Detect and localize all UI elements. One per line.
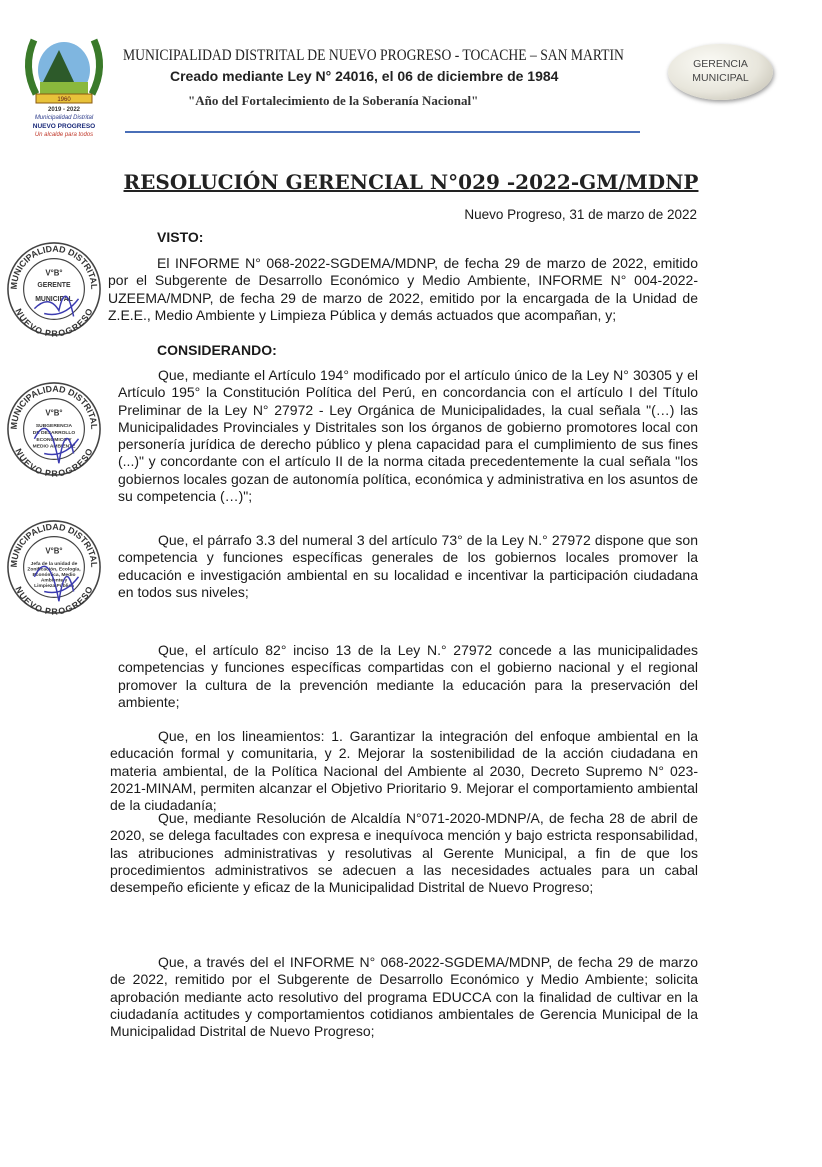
approval-stamp bbox=[5, 380, 103, 478]
header-divider bbox=[125, 131, 640, 133]
stamp-bottom-text: NUEVO PROGRESO bbox=[13, 306, 95, 338]
stamp-bottom-text: NUEVO PROGRESO bbox=[13, 446, 95, 478]
stamp-line: Ambiente y bbox=[40, 578, 68, 584]
svg-text:Un alcalde para todos: Un alcalde para todos bbox=[34, 132, 94, 138]
paragraph: Que, el artículo 82° inciso 13 de la Ley N.° 27972 concede a las municipalidades competencias y funciones específicas compartidas con el gobierno nacional y el regional promover la cultura de la prevención mediante la educación para la preservación del ambiente; bbox=[118, 642, 698, 710]
stamp-line: ECONÓMICO Y bbox=[36, 437, 72, 443]
stamp-vb: V°B° bbox=[45, 546, 63, 556]
stamp-ring-text: MUNICIPALIDAD DISTRITAL bbox=[8, 383, 100, 430]
stamp-line: MUNICIPAL bbox=[35, 295, 73, 303]
municipal-logo bbox=[14, 32, 114, 142]
svg-text:NUEVO PROGRESO: NUEVO PROGRESO bbox=[32, 123, 96, 130]
gerencia-badge bbox=[668, 44, 773, 100]
paragraph: Que, mediante el Artículo 194° modificado por el artículo único de la Ley N° 30305 y el Artículo 195° la Constitución Política del Perú, en concordancia con el artículo I del Título Preliminar de la Ley N° 27972 - Ley Orgánica de Municipalidades, la cual señala "(…) las Municipalidades Provinciales y Distritales son los órganos de gobierno promotores local con personería jurídica de derecho público y plena capacidad para el cumplimiento de sus fines (...)" y concordante con el artículo II de la norma citada precedentemente la cual señala "los gobiernos locales gozan de autonomía política, económica y administrativa en los asuntos de su competencia (…)"; bbox=[118, 367, 698, 505]
municipality-name: MUNICIPALIDAD DISTRITAL DE NUEVO PROGRESO - TOCACHE – SAN MARTIN bbox=[123, 47, 624, 64]
resolution-title: RESOLUCIÓN GERENCIAL N°029 -2022-GM/MDNP bbox=[123, 170, 699, 194]
svg-text:Municipalidad Distrital: Municipalidad Distrital bbox=[34, 115, 94, 121]
stamp-ring-text: MUNICIPALIDAD DISTRITAL bbox=[8, 521, 100, 568]
stamp-line: Jefa de la unidad de bbox=[30, 562, 78, 568]
svg-text:1960: 1960 bbox=[57, 97, 71, 103]
stamp-line: SUBGERENCIA bbox=[35, 424, 73, 430]
paragraph: Que, el párrafo 3.3 del numeral 3 del artículo 73° de la Ley N.° 27972 dispone que son competencia y funciones específicas generales de los gobiernos locales promover la educación e investigación ambiental en su localidad e incentivar la participación ciudadana en todos sus niveles; bbox=[118, 532, 698, 600]
stamp-ring-text: MUNICIPALIDAD DISTRITAL bbox=[8, 243, 100, 290]
visto-heading: VISTO: bbox=[157, 229, 204, 245]
paragraph: Que, mediante Resolución de Alcaldía N°071-2020-MDNP/A, de fecha 28 de abril de 2020, se delega facultades con expresa e inequívoca mención y bajo estricta responsabilidad, las atribuciones administrativas y resolutivas al Gerente Municipal, a fin de que los procedimientos administrativos se adecuen a las necesidades actuales para un cabal desempeño eficiente y eficaz de la Municipalidad Distrital de Nuevo Progreso; bbox=[110, 810, 698, 896]
stamp-line: Zonificación, Ecología, bbox=[27, 567, 81, 573]
visto-paragraph: El INFORME N° 068-2022-SGDEMA/MDNP, de fecha 29 de marzo de 2022, emitido por el Subgerente de Desarrollo Económico y Medio Ambiente, INFORME N° 004-2022-UZEEMA/MDNP, de fecha 29 de marzo de 2022, emitido por la encargada de la Unidad de Z.E.E., Medio Ambiente y Limpieza Pública y demás actuados que acompañan, y; bbox=[108, 255, 698, 323]
stamp-vb: V°B° bbox=[45, 408, 63, 418]
stamp-vb: V°B° bbox=[45, 268, 63, 278]
stamp-bottom-text: NUEVO PROGRESO bbox=[13, 584, 95, 616]
stamp-line: MEDIO AMBIENTE bbox=[32, 444, 76, 450]
paragraph: Que, a través del el INFORME N° 068-2022-SGDEMA/MDNP, de fecha 29 de marzo de 2022, remitido por el Subgerente de Desarrollo Económico y Medio Ambiente; solicita aprobación mediante acto resolutivo del programa EDUCCA con la finalidad de cultivar en la ciudadanía actitudes y comportamientos cotidianos ambientales de Gerencia Municipal de la Municipalidad Distrital de Nuevo Progreso; bbox=[110, 954, 698, 1040]
badge-line: GERENCIA bbox=[693, 58, 748, 70]
paragraph: Que, en los lineamientos: 1. Garantizar la integración del enfoque ambiental en la educación formal y comunitaria, y 2. Mejorar la sostenibilidad de la acción ciudadana en materia ambiental, de la Política Nacional del Ambiente al 2030, Decreto Supremo N° 023-2021-MINAM, permiten alcanzar el Objetivo Prioritario 9. Mejorar el comportamiento ambiental de la ciudadanía; bbox=[110, 728, 698, 814]
stamp-line: Económica, Medio bbox=[32, 573, 76, 579]
document-date: Nuevo Progreso, 31 de marzo de 2022 bbox=[464, 207, 697, 222]
approval-stamp bbox=[5, 518, 103, 616]
considerando-heading: CONSIDERANDO: bbox=[157, 342, 277, 358]
year-motto: "Año del Fortalecimiento de la Soberanía Nacional" bbox=[188, 93, 479, 108]
creation-law: Creado mediante Ley N° 24016, el 06 de diciembre de 1984 bbox=[170, 68, 559, 84]
stamp-line: Limpieza Pública bbox=[34, 583, 74, 589]
stamp-line: GERENTE bbox=[37, 282, 71, 290]
badge-line: MUNICIPAL bbox=[692, 72, 749, 84]
stamp-line: DE DESARROLLO bbox=[32, 430, 76, 436]
svg-text:2019 - 2022: 2019 - 2022 bbox=[47, 107, 81, 113]
approval-stamp bbox=[5, 240, 103, 338]
